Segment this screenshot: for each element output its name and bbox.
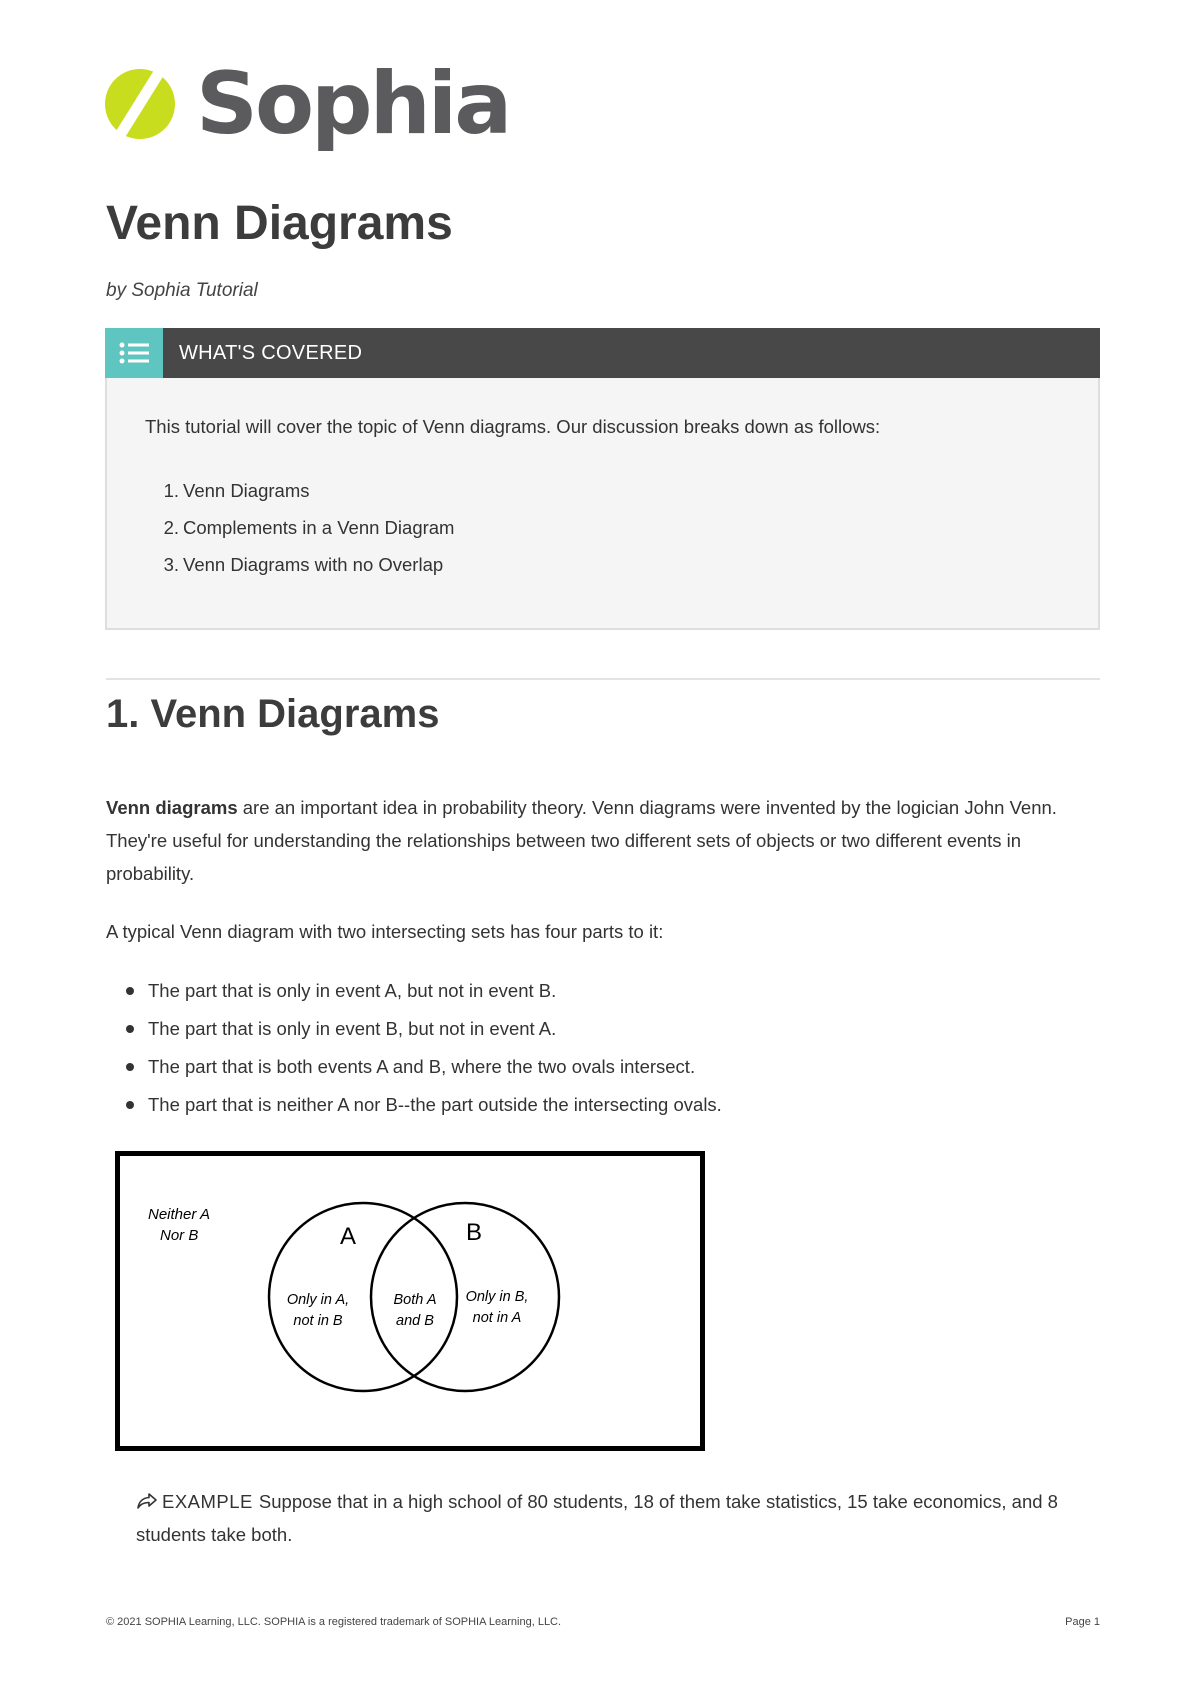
list-item: 3. Venn Diagrams with no Overlap <box>163 554 444 575</box>
example-block <box>136 1485 1100 1551</box>
bold-term: Venn diagrams <box>106 797 238 818</box>
list-item: The part that is only in event B, but not in event A. <box>126 1010 722 1048</box>
only-b-label-line2: not in A <box>472 1310 522 1326</box>
logo-wordmark: Sophia <box>196 54 510 154</box>
sophia-logo <box>104 54 509 154</box>
list-item: The part that is neither A nor B--the part outside the intersecting ovals. <box>126 1086 722 1124</box>
neither-label-line1: Neither A <box>148 1206 210 1223</box>
list-icon <box>105 328 163 378</box>
bullet-icon <box>126 1063 134 1071</box>
list-item: 2. Complements in a Venn Diagram <box>163 517 455 538</box>
example-text: Suppose that in a high school of 80 students, 18 of them take statistics, 15 take economics, and 8 students take both. <box>136 1491 1058 1545</box>
set-a-label: A <box>340 1223 357 1250</box>
example-label: EXAMPLE <box>162 1491 253 1512</box>
share-arrow-icon <box>136 1492 158 1510</box>
bullet-icon <box>126 1101 134 1109</box>
venn-diagram <box>115 1151 705 1451</box>
neither-label-line2: Nor B <box>160 1227 199 1244</box>
list-item: The part that is only in event A, but not in event B. <box>126 972 722 1010</box>
both-label-line1: Both A <box>393 1292 437 1308</box>
list-item: The part that is both events A and B, where the two ovals intersect. <box>126 1048 722 1086</box>
whats-covered-list <box>145 472 454 583</box>
whats-covered-header <box>105 328 1100 378</box>
both-label-line2: and B <box>396 1313 434 1329</box>
list-item: 1. Venn Diagrams <box>163 480 310 501</box>
only-b-label-line1: Only in B, <box>465 1289 529 1305</box>
bullet-icon <box>126 987 134 995</box>
only-a-label-line1: Only in A, <box>286 1292 350 1308</box>
section-divider <box>106 678 1100 680</box>
page-title: Venn Diagrams <box>106 197 453 250</box>
whats-covered-title: WHAT'S COVERED <box>179 341 363 364</box>
whats-covered-intro: This tutorial will cover the topic of Venn diagrams. Our discussion breaks down as follows: <box>145 416 881 437</box>
only-a-label-line2: not in B <box>293 1313 343 1329</box>
paragraph-intro: Venn diagrams are an important idea in probability theory. Venn diagrams were invented by the logician John Venn. They're useful for understanding the relationships between two different sets of objects or two different events in probability. <box>106 797 1057 884</box>
whats-covered-box <box>105 328 1100 630</box>
parts-bullet-list <box>126 972 722 1124</box>
set-b-label: B <box>466 1219 483 1246</box>
paragraph-parts: A typical Venn diagram with two intersecting sets has four parts to it: <box>106 921 664 942</box>
bullet-icon <box>126 1025 134 1033</box>
page-number: Page 1 <box>1065 1616 1100 1628</box>
sophia-logo-mark-icon <box>104 54 176 154</box>
section-title: 1. Venn Diagrams <box>106 692 440 736</box>
byline: by Sophia Tutorial <box>106 280 258 301</box>
footer-copyright: © 2021 SOPHIA Learning, LLC. SOPHIA is a registered trademark of SOPHIA Learning, LLC. <box>106 1616 562 1628</box>
